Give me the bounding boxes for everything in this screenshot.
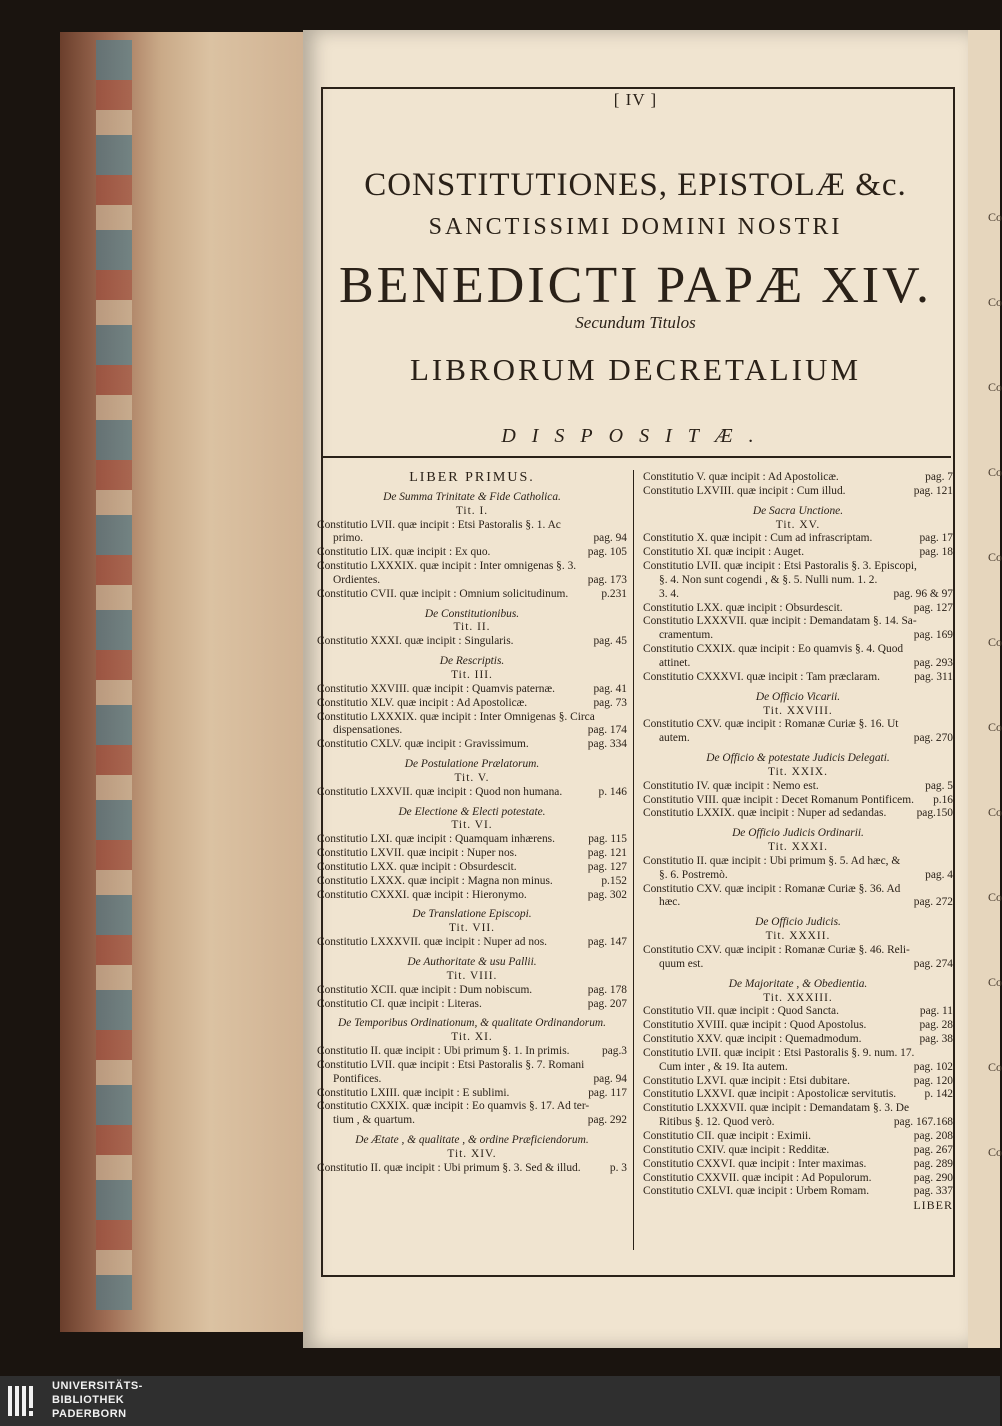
entry-page: p. 3: [609, 1161, 627, 1174]
title-line-5: LIBRORUM DECRETALIUM: [409, 352, 862, 387]
entry-text: Constitutio CII. quæ incipit : Eximii.: [643, 1129, 812, 1142]
entry-text: Constitutio LXXVI. quæ incipit : Apostolicæ servitutis.: [643, 1088, 897, 1101]
entry-text: Constitutio V. quæ incipit : Ad Apostolicæ.: [643, 471, 839, 483]
index-entry: [643, 629, 953, 643]
entry-page: pag. 120: [913, 1074, 953, 1087]
section-title: De Officio Judicis.: [755, 916, 841, 929]
index-entry: [317, 546, 627, 560]
entry-page: p. 142: [924, 1088, 953, 1101]
entry-text: Constitutio XXVIII. quæ incipit : Quamvis paternæ.: [317, 682, 555, 695]
index-entry: [317, 1045, 627, 1059]
index-entry: [317, 1114, 627, 1128]
index-entry: [643, 1102, 953, 1116]
entry-text: Constitutio LXX. quæ incipit : Obsurdescit.: [317, 860, 517, 873]
section-title: De Officio Judicis Ordinarii.: [732, 827, 864, 840]
entry-text: Constitutio CVII. quæ incipit : Omnium solicitudinum.: [317, 587, 569, 600]
entry-text: Pontifices.: [333, 1072, 382, 1085]
entry-page: pag. 94: [593, 532, 627, 545]
entry-text: Constitutio II. quæ incipit : Ubi primum §. 3. Sed & illud.: [317, 1161, 581, 1174]
entry-text: primo.: [333, 532, 364, 545]
index-entry: [643, 1075, 953, 1089]
entry-text: tium , & quartum.: [333, 1114, 415, 1127]
entry-page: pag. 41: [593, 682, 627, 695]
entry-page: pag. 270: [913, 732, 953, 745]
entry-text: Constitutio VII. quæ incipit : Quod Sancta.: [643, 1005, 839, 1018]
index-entry: [643, 883, 953, 897]
title-line-1: CONSTITUTIONES, EPISTOLÆ &c.: [364, 167, 907, 203]
library-name: [52, 1379, 143, 1421]
entry-page: pag. 302: [587, 888, 627, 901]
entry-page: pag. 45: [593, 635, 627, 648]
entry-text: Constitutio XXXI. quæ incipit : Singularis.: [317, 635, 514, 648]
entry-text: Constitutio CXV. quæ incipit : Romanæ Curiæ §. 36. Ad: [643, 882, 901, 895]
adjacent-page-text: Co: [988, 550, 1002, 564]
entry-page: pag. 178: [587, 983, 627, 996]
adjacent-page-fragment: [968, 30, 1000, 1348]
entry-page: pag. 38: [919, 1033, 953, 1046]
entry-text: Constitutio CXXXI. quæ incipit : Hieronymo.: [317, 888, 527, 901]
adjacent-page-text: Co: [988, 380, 1002, 394]
adjacent-page-text: Co: [988, 720, 1002, 734]
entry-text: §. 4. Non sunt cogendi , & §. 5. Nulli num. 1. 2.: [659, 573, 878, 586]
section-title: De Officio Vicarii.: [755, 690, 841, 703]
entry-page: pag.150: [916, 807, 953, 820]
index-entry: [317, 532, 627, 546]
entry-text: Constitutio XI. quæ incipit : Auget.: [643, 546, 805, 559]
index-entry: [317, 1087, 627, 1101]
entry-page: pag. 292: [587, 1114, 627, 1127]
entry-text: Cum inter , & 19. Ita autem.: [659, 1060, 788, 1073]
section-title: De Postulatione Prælatorum.: [404, 758, 540, 771]
adjacent-page-text: Co: [988, 975, 1002, 989]
section-tit: Tit. XV.: [775, 518, 821, 531]
section-title: De Officio & potestate Judicis Delegati.: [706, 752, 890, 765]
entry-page: pag. 11: [919, 1005, 953, 1018]
index-entry: [317, 724, 627, 738]
index-entry: [643, 732, 953, 746]
title-line-4: Secundum Titulos: [575, 313, 696, 332]
entry-page: pag. 207: [587, 997, 627, 1010]
entry-page: pag. 17: [919, 532, 953, 545]
entry-text: hæc.: [659, 896, 681, 909]
index-entry: [317, 588, 627, 602]
entry-page: pag. 169: [913, 629, 953, 642]
entry-page: pag. 7: [925, 471, 953, 483]
entry-text: Constitutio LXXXIX. quæ incipit : Inter Omnigenas §. Circa: [317, 710, 595, 723]
entry-page: pag. 96 & 97: [893, 587, 953, 600]
index-entry: [317, 889, 627, 903]
entry-text: Constitutio LVII. quæ incipit : Etsi Pastoralis §. 9. num. 17.: [643, 1046, 915, 1059]
index-entry: [643, 1033, 953, 1047]
section-tit: Tit. III.: [451, 668, 493, 681]
entry-text: Constitutio LXXXVII. quæ incipit : Demandatam §. 14. Sa-: [643, 615, 917, 628]
entry-text: Constitutio XXV. quæ incipit : Quemadmodum.: [643, 1033, 862, 1046]
adjacent-page-text: Co: [988, 890, 1002, 904]
title-line-2: SANCTISSIMI DOMINI NOSTRI: [428, 214, 843, 240]
index-entry: [643, 869, 953, 883]
entry-text: Constitutio LXIII. quæ incipit : E sublimi.: [317, 1086, 510, 1099]
entry-text: Constitutio LXX. quæ incipit : Obsurdescit.: [643, 601, 843, 614]
index-entry: [317, 1162, 627, 1176]
entry-text: Constitutio LXXXVII. quæ incipit : Nuper ad nos.: [317, 936, 548, 949]
section-title: De Sacra Unctione.: [752, 504, 844, 517]
index-entry: [317, 936, 627, 950]
entry-text: 3. 4.: [659, 587, 679, 600]
index-entry: [643, 1088, 953, 1102]
entry-text: Constitutio CXXXVI. quæ incipit : Tam præclaram.: [643, 670, 880, 683]
entry-text: Constitutio LXVI. quæ incipit : Etsi dubitare.: [643, 1074, 850, 1087]
entry-text: Constitutio X. quæ incipit : Cum ad infrascriptam.: [643, 532, 873, 545]
entry-page: pag. 289: [913, 1157, 953, 1170]
section-title: De Temporibus Ordinationum, & qualitate Ordinandorum.: [337, 1017, 606, 1030]
section-title: De Authoritate & usu Pallii.: [407, 956, 537, 968]
entry-page: p.231: [601, 587, 627, 600]
index-entry: [643, 1158, 953, 1172]
adjacent-page-text: Co: [988, 295, 1002, 309]
index-entry: [317, 861, 627, 875]
entry-text: Constitutio VIII. quæ incipit : Decet Romanum Pontificem.: [643, 793, 914, 806]
left-column: [317, 471, 627, 1176]
index-entry: [643, 807, 953, 821]
library-line-1: UNIVERSITÄTS-: [52, 1380, 143, 1392]
entry-text: Constitutio CXLV. quæ incipit : Gravissimum.: [317, 738, 529, 751]
index-entry: [643, 1047, 953, 1061]
section-tit: Tit. V.: [454, 771, 490, 784]
section-tit: Tit. VI.: [451, 819, 493, 832]
index-entry: [317, 519, 627, 533]
index-entry: [317, 1100, 627, 1114]
entry-page: pag. 73: [593, 696, 627, 709]
index-entry: [643, 671, 953, 685]
entry-text: Constitutio CXIV. quæ incipit : Redditæ.: [643, 1143, 830, 1156]
adjacent-page-text: Co: [988, 805, 1002, 819]
entry-text: Constitutio LXVII. quæ incipit : Nuper nos.: [317, 847, 517, 860]
entry-text: Constitutio LXXXIX. quæ incipit : Inter omnigenas §. 3.: [317, 560, 577, 573]
section-tit: Tit. XI.: [451, 1031, 493, 1044]
book-edge-marbling: [96, 40, 132, 1310]
index-entry: [643, 574, 953, 588]
index-entry: [643, 944, 953, 958]
index-entry: [317, 711, 627, 725]
section-tit: Tit. XIV.: [447, 1147, 497, 1160]
entry-page: pag. 334: [587, 738, 627, 751]
entry-text: Ordientes.: [333, 573, 381, 586]
entry-page: pag. 102: [913, 1060, 953, 1073]
index-entry: [643, 1144, 953, 1158]
index-entry: [317, 560, 627, 574]
index-entry: [643, 657, 953, 671]
section-title: De Electione & Electi potestate.: [398, 805, 546, 818]
section-title: De Translatione Episcopi.: [412, 908, 532, 921]
entry-page: pag. 272: [913, 896, 953, 909]
library-line-2: BIBLIOTHEK: [52, 1394, 125, 1406]
entry-page: pag. 28: [919, 1019, 953, 1032]
section-tit: Tit. XXXII.: [765, 930, 831, 943]
index-entry: [643, 1061, 953, 1075]
entry-text: Constitutio CXXIX. quæ incipit : Eo quamvis §. 4. Quod: [643, 643, 904, 656]
entry-text: autem.: [659, 732, 690, 745]
entry-text: dispensationes.: [333, 724, 403, 737]
index-entry: [317, 786, 627, 800]
entry-page: pag. 208: [913, 1129, 953, 1142]
entry-text: Constitutio CI. quæ incipit : Literas.: [317, 997, 482, 1010]
entry-page: pag. 127: [913, 601, 953, 614]
entry-page: pag. 4: [925, 868, 953, 881]
index-entry: [317, 847, 627, 861]
index-entry: [643, 471, 953, 485]
book-heading: LIBER PRIMUS.: [409, 470, 535, 485]
index-entry: [643, 615, 953, 629]
library-line-3: PADERBORN: [52, 1408, 127, 1420]
adjacent-page-text: Co: [988, 1060, 1002, 1074]
entry-page: pag. 147: [587, 936, 627, 949]
entry-page: pag. 311: [914, 670, 953, 683]
entry-page: pag. 94: [593, 1072, 627, 1085]
entry-page: pag. 117: [588, 1086, 627, 1099]
entry-page: pag. 174: [587, 724, 627, 737]
entry-text: Constitutio LXXVII. quæ incipit : Quod non humana.: [317, 785, 563, 798]
index-entry: [643, 532, 953, 546]
library-logo-icon: [6, 1382, 42, 1420]
section-title: De Rescriptis.: [439, 655, 505, 668]
entry-text: Constitutio LXXXVII. quæ incipit : Demandatam §. 3. De: [643, 1102, 910, 1115]
index-entry: [643, 855, 953, 869]
index-entry: [317, 738, 627, 752]
entry-page: pag.3: [602, 1045, 627, 1058]
adjacent-page-text: Co: [988, 1145, 1002, 1159]
section-title: De Constitutionibus.: [424, 607, 520, 620]
index-entry: [643, 958, 953, 972]
entry-text: Constitutio LVII. quæ incipit : Etsi Pastoralis §. 3. Episcopi,: [643, 560, 917, 573]
entry-page: pag. 337: [913, 1185, 953, 1198]
index-entry: [643, 485, 953, 499]
index-entry: [317, 833, 627, 847]
entry-text: Constitutio CXXVI. quæ incipit : Inter maximas.: [643, 1157, 867, 1170]
section-title: De Majoritate , & Obedientia.: [728, 977, 868, 990]
entry-text: Constitutio XLV. quæ incipit : Ad Apostolicæ.: [317, 696, 528, 709]
section-tit: Tit. XXIX.: [768, 765, 828, 778]
index-entry: [317, 998, 627, 1012]
entry-text: Constitutio LXXIX. quæ incipit : Nuper ad sedandas.: [643, 807, 887, 820]
adjacent-page-text: Co: [988, 210, 1002, 224]
section-tit: Tit. XXXI.: [768, 841, 828, 854]
section-tit: Tit. I.: [455, 504, 489, 517]
index-entry: [317, 683, 627, 697]
section-tit: Tit. VIII.: [446, 969, 498, 982]
entry-page: pag. 18: [919, 546, 953, 559]
section-title: De Ætate , & qualitate , & ordine Præficiendorum.: [355, 1134, 589, 1147]
section-tit: Tit. XXVIII.: [763, 704, 833, 717]
index-entry: [643, 602, 953, 616]
entry-text: §. 6. Postremò.: [659, 868, 728, 881]
index-entry: [317, 574, 627, 588]
entry-text: Constitutio XCII. quæ incipit : Dum nobiscum.: [317, 983, 533, 996]
index-entry: [643, 1116, 953, 1130]
page-number: [ IV ]: [613, 90, 658, 109]
index-entry: [643, 1172, 953, 1186]
index-entry: [643, 546, 953, 560]
entry-text: Constitutio CXXVII. quæ incipit : Ad Populorum.: [643, 1171, 872, 1184]
entry-page: pag. 173: [587, 573, 627, 586]
index-entry: [643, 643, 953, 657]
entry-page: pag. 274: [913, 957, 953, 970]
entry-page: pag. 121: [587, 847, 627, 860]
entry-text: Constitutio XVIII. quæ incipit : Quod Apostolus.: [643, 1019, 867, 1032]
index-entry: [317, 984, 627, 998]
index-entry: [643, 1185, 953, 1199]
entry-text: Constitutio CXXIX. quæ incipit : Eo quamvis §. 17. Ad ter-: [317, 1100, 590, 1113]
title-rule: [323, 456, 951, 458]
index-entry: [643, 588, 953, 602]
entry-page: p.152: [601, 874, 627, 887]
entry-page: pag. 127: [587, 860, 627, 873]
entry-text: Ritibus §. 12. Quod verò.: [659, 1116, 775, 1129]
entry-text: Constitutio II. quæ incipit : Ubi primum §. 5. Ad hæc, &: [643, 854, 901, 867]
index-entry: [643, 1005, 953, 1019]
entry-text: Constitutio CXV. quæ incipit : Romanæ Curiæ §. 46. Reli-: [643, 944, 910, 956]
index-entry: [643, 718, 953, 732]
index-entry: [643, 1019, 953, 1033]
entry-text: Constitutio CXLVI. quæ incipit : Urbem Romam.: [643, 1185, 870, 1198]
index-entry: [317, 875, 627, 889]
entry-page: p. 146: [598, 785, 627, 798]
index-entry: [317, 697, 627, 711]
entry-text: Constitutio CXV. quæ incipit : Romanæ Curiæ §. 16. Ut: [643, 718, 899, 731]
adjacent-page-text: Co: [988, 635, 1002, 649]
index-entry: [643, 780, 953, 794]
entry-text: Constitutio II. quæ incipit : Ubi primum §. 1. In primis.: [317, 1045, 570, 1058]
index-entry: [643, 794, 953, 808]
entry-page: pag. 167.168: [893, 1116, 953, 1129]
index-entry: [643, 560, 953, 574]
section-tit: Tit. VII.: [448, 922, 496, 935]
title-line-6: DISPOSITÆ.: [501, 425, 770, 447]
right-column: [643, 471, 953, 1213]
entry-page: pag. 267: [913, 1143, 953, 1156]
entry-text: quum est.: [659, 957, 704, 970]
entry-page: pag. 293: [913, 656, 953, 669]
entry-text: Constitutio LXXX. quæ incipit : Magna non minus.: [317, 874, 553, 887]
entry-page: p.16: [933, 793, 953, 806]
library-footer: [0, 1376, 1000, 1426]
entry-page: pag. 121: [913, 484, 953, 497]
section-tit: Tit. XXXIII.: [763, 991, 833, 1004]
entry-text: cramentum.: [659, 629, 714, 642]
book-page: [303, 30, 968, 1348]
adjacent-page-text: Co: [988, 465, 1002, 479]
index-entry: [317, 1059, 627, 1073]
catchword: LIBER: [913, 1198, 953, 1213]
entry-page: pag. 105: [587, 546, 627, 559]
entry-page: pag. 5: [925, 779, 953, 792]
entry-text: attinet.: [659, 656, 691, 669]
column-divider: [633, 470, 634, 1250]
entry-page: pag. 115: [588, 833, 627, 846]
entry-text: Constitutio LVII. quæ incipit : Etsi Pastoralis §. 1. Ac: [317, 518, 561, 531]
entry-text: Constitutio LXI. quæ incipit : Quamquam inhærens.: [317, 833, 555, 846]
index-entry: [643, 1130, 953, 1144]
index-entry: [317, 1073, 627, 1087]
section-tit: Tit. II.: [453, 621, 491, 634]
entry-text: Constitutio LVII. quæ incipit : Etsi Pastoralis §. 7. Romani: [317, 1058, 585, 1071]
entry-text: Constitutio LXVIII. quæ incipit : Cum illud.: [643, 484, 846, 497]
section-title: De Summa Trinitate & Fide Catholica.: [383, 490, 561, 503]
index-entry: [643, 896, 953, 910]
title-line-3: BENEDICTI PAPÆ XIV.: [339, 257, 932, 314]
entry-page: pag. 290: [913, 1171, 953, 1184]
entry-text: Constitutio IV. quæ incipit : Nemo est.: [643, 779, 819, 792]
index-entry: [317, 635, 627, 649]
entry-text: Constitutio LIX. quæ incipit : Ex quo.: [317, 546, 491, 559]
